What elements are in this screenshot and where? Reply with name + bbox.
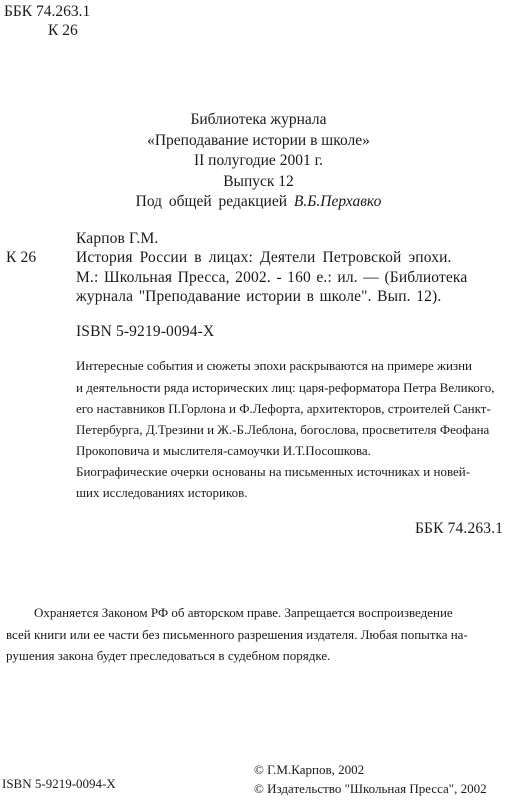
annotation-p2-line-1: Биографические очерки основаны на письменных источниках и новей- <box>76 464 471 479</box>
annotation-p1-line-2: и деятельности ряда исторических лиц: царя-реформатора Петра Великого, <box>76 380 495 395</box>
annotation-p1-line-4: Петербурга, Д.Трезини и Ж.-Б.Леблона, богослова, просветителя Феофана <box>76 422 490 437</box>
series-editor <box>0 193 517 211</box>
card-title-line-1: История России в лицах: Деятели Петровской эпохи. <box>76 249 452 266</box>
annotation-p1-line-3: его наставников П.Горлона и Ф.Лефорта, архитекторов, строителей Санкт- <box>76 401 491 416</box>
copyright-author: © Г.М.Карпов, 2002 <box>254 762 365 777</box>
annotation-p1-line-5: Прокоповича и мыслителя-самоучки И.Т.Посошкова. <box>76 443 371 458</box>
editor-name: В.Б.Перхавко <box>293 193 382 210</box>
card-isbn: ISBN 5-9219-0094-X <box>76 323 215 340</box>
copyright-notice-line-1: Охраняется Законом РФ об авторском праве. Запрещается воспроизведение <box>34 605 453 620</box>
author-mark-top: К 26 <box>48 22 78 39</box>
copyright-publisher: © Издательство "Школьная Пресса", 2002 <box>254 781 487 796</box>
annotation-p1-line-1: Интересные события и сюжеты эпохи раскрываются на примере жизни <box>76 358 472 373</box>
series-line-1: Библиотека журнала <box>190 111 327 128</box>
copyright-notice-line-2: всей книги или ее части без письменного разрешения издателя. Любая попытка на- <box>6 627 468 642</box>
card-title-line-3: журнала "Преподавание истории в школе". Вып. 12). <box>76 288 442 305</box>
series-line-4: Выпуск 12 <box>223 173 294 190</box>
series-line-3: II полугодие 2001 г. <box>193 152 324 169</box>
copyright-notice-line-3: рушения закона будет преследоваться в судебном порядке. <box>6 648 331 663</box>
card-author-mark: К 26 <box>6 249 37 266</box>
card-title-line-2: М.: Школьная Пресса, 2002. - 160 е.: ил. — (Библиотека <box>76 269 468 286</box>
annotation-bbk: ББК 74.263.1 <box>415 520 504 537</box>
editor-prefix: Под общей редакцией <box>135 193 288 210</box>
bbk-index-top: ББК 74.263.1 <box>4 3 91 20</box>
annotation-p2-line-2: ших исследованиях историков. <box>76 485 248 500</box>
footer-isbn: ISBN 5-9219-0094-X <box>2 776 116 791</box>
series-line-2: «Преподавание истории в школе» <box>147 132 370 149</box>
card-author: Карпов Г.М. <box>76 230 159 247</box>
